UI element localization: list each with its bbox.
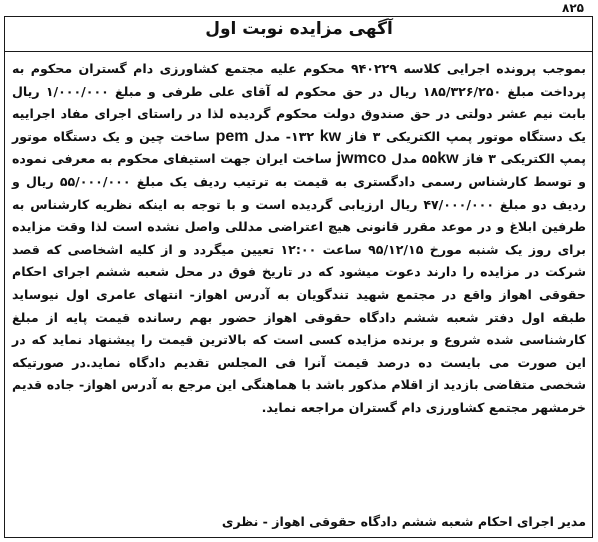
notice-signature: مدیر اجرای احکام شعبه ششم دادگاه حقوقی اهواز - نظری	[221, 514, 586, 529]
notice-number: ۸۲۵	[562, 1, 584, 15]
title-divider	[4, 51, 593, 52]
body-text-3: ساخت چین و یک دستگاه موتور پمپ الکتریکی ۳ فاز	[12, 128, 586, 167]
model-pem: pem	[215, 127, 249, 145]
body-text-2: ۱۳۲- مدل	[248, 128, 320, 144]
unit-kw-2: kw	[437, 150, 459, 168]
body-text-4: ۵۵ مدل	[386, 151, 438, 167]
notice-title: آگهی مزایده نوبت اول	[205, 19, 393, 39]
notice-paragraph	[12, 58, 586, 420]
body-text-5: ساخت ایران جهت استیفای محکوم به معرفی نموده و توسط کارشناس رسمی دادگستری به قیمت به ترتیب ردیف یک مبلغ ۵۵/۰۰۰/۰۰۰ ریال و ردیف دو مبلغ ۴۷/۰۰۰/۰۰۰ ریال ارزیابی گردیده است و با توجه به اینکه نظریه کارشناس به طرفین ابلاغ و در موعد مقرر قانونی هیچ اعتراضی مدللی واصل نشده است لذا وقت مزایده برای روز یک شنبه مورخ ۹۵/۱۲/۱۵ ساعت ۱۲:۰۰ تعیین میگردد و از کلیه اشخاصی که قصد شرکت در مزایده را دارند دعوت میشود که در تاریخ فوق در محل شعبه ششم اجرای احکام حقوقی اهواز واقع در مجتمع شهید تندگویان به آدرس اهواز- انتهای عامری اول نیوساید طبقه اول دفتر شعبه ششم دادگاه حقوقی اهواز حضور بهم رسانده قیمت پایه از مبلغ کارشناسی شده شروع و برنده مزایده کسی است که بالاترین قیمت را پیشنهاد نماید که در این صورت می بایست ده درصد قیمت آنرا فی المجلس تقدیم دادگاه نماید.در صورتیکه شخصی متقاضی بازدید از اقلام مذکور باشد با هماهنگی این مرجع به آدرس اهواز- جاده قدیم خرمشهر مجتمع کشاورزی دام گستران مراجعه نماید.	[12, 151, 586, 415]
body-text-1: بموجب پرونده اجرایی کلاسه ۹۴۰۲۲۹ محکوم علیه مجتمع کشاورزی دام گستران محکوم به پرداخت مبلغ ۱۸۵/۳۲۶/۲۵۰ ریال در حق محکوم له آقای علی طرفی و مبلغ ۱/۰۰۰/۰۰۰ ریال بابت نیم عشر دولتی در حق صندوق دولت محکوم گردیده لذا در راستای اجرای مفاد اجراییه یک دستگاه موتور پمپ الکتریکی ۳ فاز	[12, 61, 586, 144]
unit-kw-1: kw	[319, 127, 342, 145]
notice-body	[12, 58, 586, 420]
model-jwmco: jwmco	[336, 150, 387, 168]
